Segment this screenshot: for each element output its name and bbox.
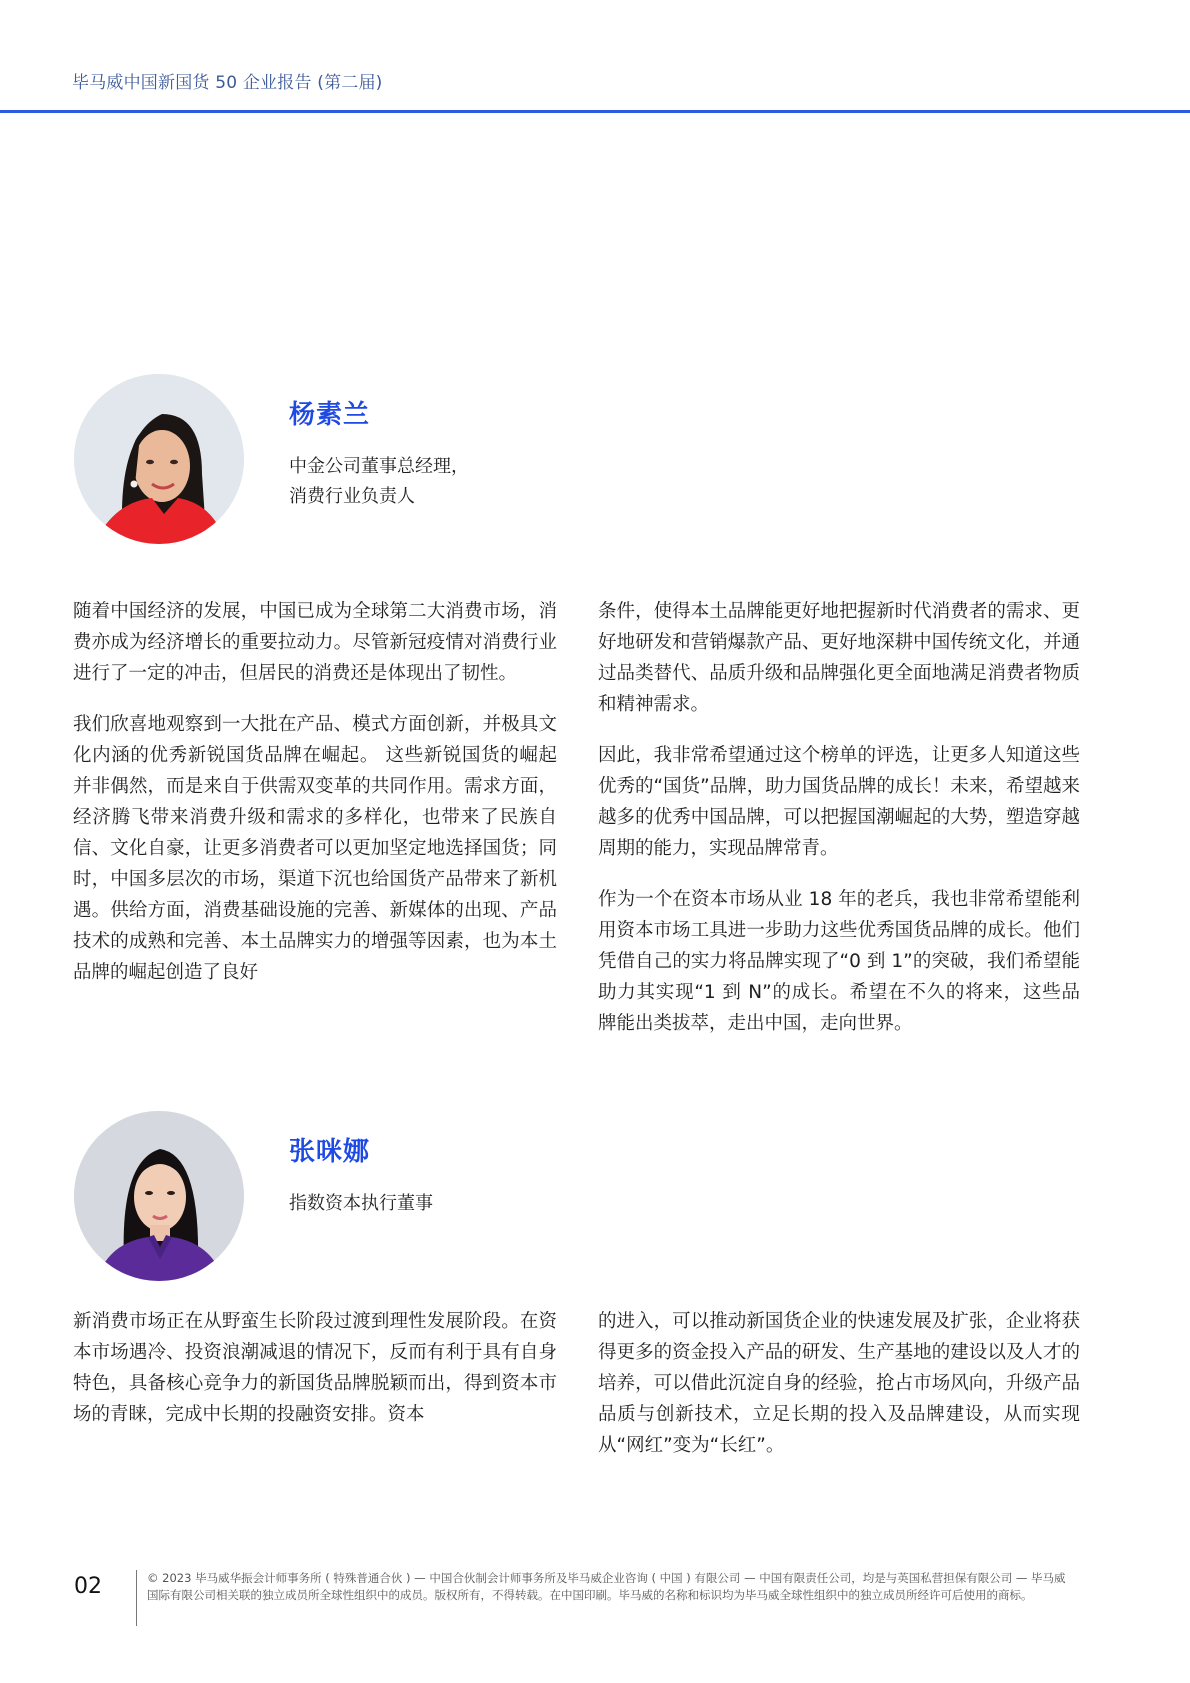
paragraph: 因此，我非常希望通过这个榜单的评选，让更多人知道这些优秀的“国货”品牌，助力国货品牌的成长！未来，希望越来越多的优秀中国品牌，可以把握国潮崛起的大势，塑造穿越周期的能力，实现品牌常青。 [598, 745, 1080, 859]
report-title: 毕马威中国新国货 50 企业报告 (第二届) [72, 73, 383, 93]
person-name: 杨素兰 [289, 400, 371, 430]
portrait-photo-icon [74, 374, 244, 544]
article-column-right [598, 596, 1080, 1059]
paragraph: 我们欣喜地观察到一大批在产品、模式方面创新，并极具文化内涵的优秀新锐国货品牌在崛起。 这些新锐国货的崛起并非偶然，而是来自于供需双变革的共同作用。需求方面，经济腾飞带来消费升级和需求的多样化，也带来了民族自信、文化自豪，让更多消费者可以更加坚定地选择国货；同时，中国多层次的市场，渠道下沉也给国货产品带来了新机遇。供给方面，消费基础设施的完善、新媒体的出现、产品技术的成熟和完善、本土品牌实力的增强等因素，也为本土品牌的崛起创造了良好 [73, 714, 557, 983]
page-number: 02 [74, 1574, 102, 1599]
paragraph: 条件，使得本土品牌能更好地把握新时代消费者的需求、更好地研发和营销爆款产品、更好地深耕中国传统文化，并通过品类替代、品质升级和品牌强化更全面地满足消费者物质和精神需求。 [598, 601, 1080, 715]
paragraph: 新消费市场正在从野蛮生长阶段过渡到理性发展阶段。在资本市场遇冷、投资浪潮减退的情况下，反而有利于具有自身特色，具备核心竞争力的新国货品牌脱颖而出，得到资本市场的青睐，完成中长期的投融资安排。资本 [73, 1311, 557, 1425]
person-title [289, 452, 469, 512]
article-column-left [73, 1306, 557, 1450]
person-name: 张咪娜 [289, 1137, 371, 1167]
article-column-right [598, 1306, 1080, 1481]
portrait-photo-icon [74, 1111, 244, 1281]
copyright-notice: © 2023 毕马威华振会计师事务所 ( 特殊普通合伙 ) — 中国合伙制会计师事务所及毕马威企业咨询 ( 中国 ) 有限公司 — 中国有限责任公司，均是与英国私营担保有限公司 — 毕马威国际有限公司相关联的独立成员所全球性组织中的成员。版权所有，不得转载。在中国印刷。毕马威的名称和标识均为毕马威全球性组织中的独立成员所经许可后使用的商标。 [147, 1571, 1066, 1602]
header-divider [0, 110, 1190, 113]
avatar [74, 1111, 244, 1281]
paragraph: 作为一个在资本市场从业 18 年的老兵，我也非常希望能利用资本市场工具进一步助力这些优秀国货品牌的成长。他们凭借自己的实力将品牌实现了“0 到 1”的突破，我们希望能助力其实现“1 到 N”的成长。希望在不久的将来，这些品牌能出类拔萃，走出中国，走向世界。 [598, 889, 1080, 1034]
person-title [289, 1189, 433, 1219]
article-column-left [73, 596, 557, 1008]
footer-divider [136, 1570, 137, 1626]
profile-yang-sulan [74, 374, 1114, 546]
paragraph: 的进入，可以推动新国货企业的快速发展及扩张，企业将获得更多的资金投入产品的研发、生产基地的建设以及人才的培养，可以借此沉淀自身的经验，抢占市场风向，升级产品品质与创新技术，立足长期的投入及品牌建设，从而实现从“网红”变为“长红”。 [598, 1311, 1080, 1456]
avatar [74, 374, 244, 544]
person-title-line: 指数资本执行董事 [289, 1193, 433, 1214]
person-title-line: 消费行业负责人 [289, 486, 415, 507]
paragraph: 随着中国经济的发展，中国已成为全球第二大消费市场，消费亦成为经济增长的重要拉动力。尽管新冠疫情对消费行业进行了一定的冲击，但居民的消费还是体现出了韧性。 [73, 601, 557, 684]
profile-zhang-mina [74, 1111, 1114, 1283]
person-title-line: 中金公司董事总经理， [289, 456, 469, 477]
